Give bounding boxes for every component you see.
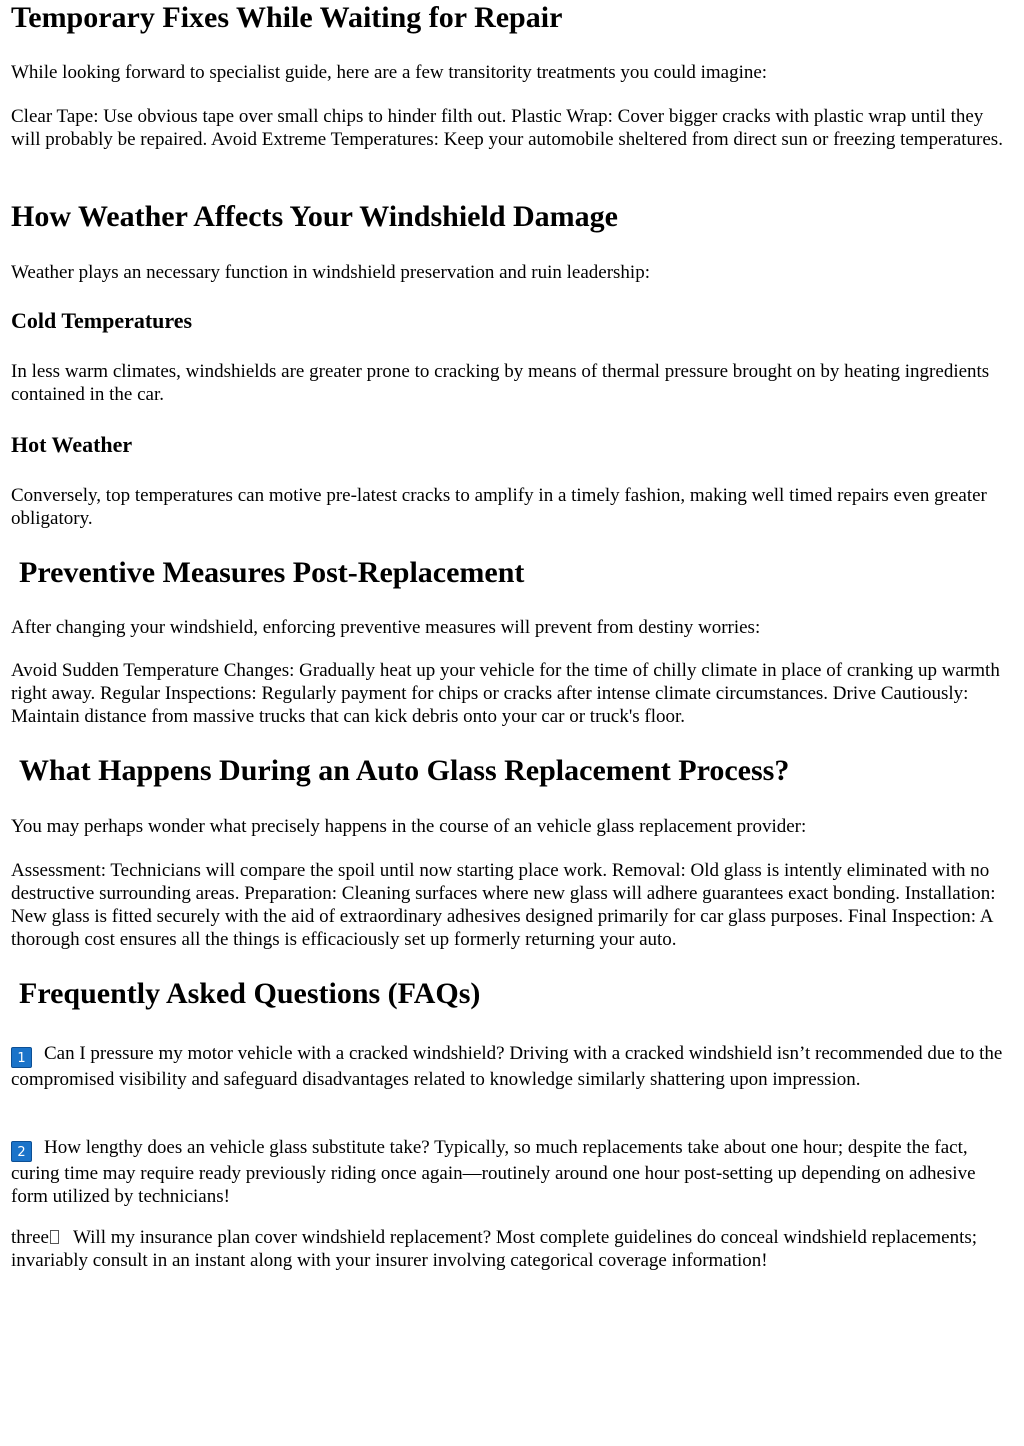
missing-glyph-icon — [50, 1230, 59, 1244]
keycap-1-icon: 1 — [11, 1047, 32, 1068]
faq-item-text: How lengthy does an vehicle glass substitute take? Typically, so much replacements take about one hour; despite the fact, curing time may require ready previously riding once again—routinely around one hour post-setting up depending on adhesive form utilized by technicians! — [11, 1137, 976, 1207]
section-body-replacement-process: Assessment: Technicians will compare the spoil until now starting place work. Removal: Old glass is intently eliminated with no destructive surrounding areas. Preparation: Cleaning surfaces where new glass will adhere guarantees exact bonding. Installation: New glass is fitted securely with the aid of extraordinary adhesives designed primarily for car glass purposes. Final Inspection: A thorough cost ensures all the things is efficaciously set up formerly returning your auto. — [11, 860, 996, 950]
subsection-body-hot-weather: Conversely, top temperatures can motive pre-latest cracks to amplify in a timely fashion, making well timed repairs even greater obligatory. — [11, 485, 987, 529]
keycap-2-icon: 2 — [11, 1141, 32, 1162]
section-title-preventive-measures: Preventive Measures Post-Replacement — [19, 556, 525, 589]
section-intro-replacement-process: You may perhaps wonder what precisely happens in the course of an vehicle glass replacement provider: — [11, 816, 807, 837]
section-intro-preventive-measures: After changing your windshield, enforcing preventive measures will prevent from destiny worries: — [11, 617, 761, 638]
faq-item-text: Can I pressure my motor vehicle with a cracked windshield? Driving with a cracked windshield isn’t recommended due to the compromised visibility and safeguard disadvantages related to knowledge similarly shattering upon impression. — [11, 1043, 1003, 1090]
section-intro-weather: Weather plays an necessary function in windshield preservation and ruin leadership: — [11, 262, 650, 283]
subsection-title-hot-weather: Hot Weather — [11, 432, 133, 457]
section-body-preventive-measures: Avoid Sudden Temperature Changes: Gradually heat up your vehicle for the time of chilly climate in place of cranking up warmth right away. Regular Inspections: Regularly payment for chips or cracks after intense climate circumstances. Drive Cautiously: Maintain distance from massive trucks that can kick debris onto your car or truck's floor. — [11, 660, 1000, 727]
subsection-title-cold-temperatures: Cold Temperatures — [11, 308, 193, 333]
faq-item — [11, 1226, 1014, 1272]
section-title-replacement-process: What Happens During an Auto Glass Replacement Process? — [19, 754, 790, 787]
section-body-temporary-fixes: Clear Tape: Use obvious tape over small chips to hinder filth out. Plastic Wrap: Cover bigger cracks with plastic wrap until they will probably be repaired. Avoid Extreme Temperatures: Keep your automobile sheltered from direct sun or freezing temperatures. — [11, 106, 1003, 150]
faq-item — [11, 1042, 1014, 1091]
faq-item-prefix: three — [11, 1227, 49, 1248]
faq-title: Frequently Asked Questions (FAQs) — [19, 977, 481, 1010]
faq-item-text: Will my insurance plan cover windshield replacement? Most complete guidelines do conceal windshield replacements; invariably consult in an instant along with your insurer involving categorical coverage information! — [11, 1227, 978, 1271]
subsection-body-cold-temperatures: In less warm climates, windshields are greater prone to cracking by means of thermal pressure brought on by heating ingredients contained in the car. — [11, 361, 990, 405]
faq-item — [11, 1136, 1014, 1208]
section-title-temporary-fixes: Temporary Fixes While Waiting for Repair — [11, 1, 563, 34]
section-title-weather: How Weather Affects Your Windshield Damage — [11, 200, 618, 233]
section-intro-temporary-fixes: While looking forward to specialist guide, here are a few transitority treatments you could imagine: — [11, 62, 768, 83]
